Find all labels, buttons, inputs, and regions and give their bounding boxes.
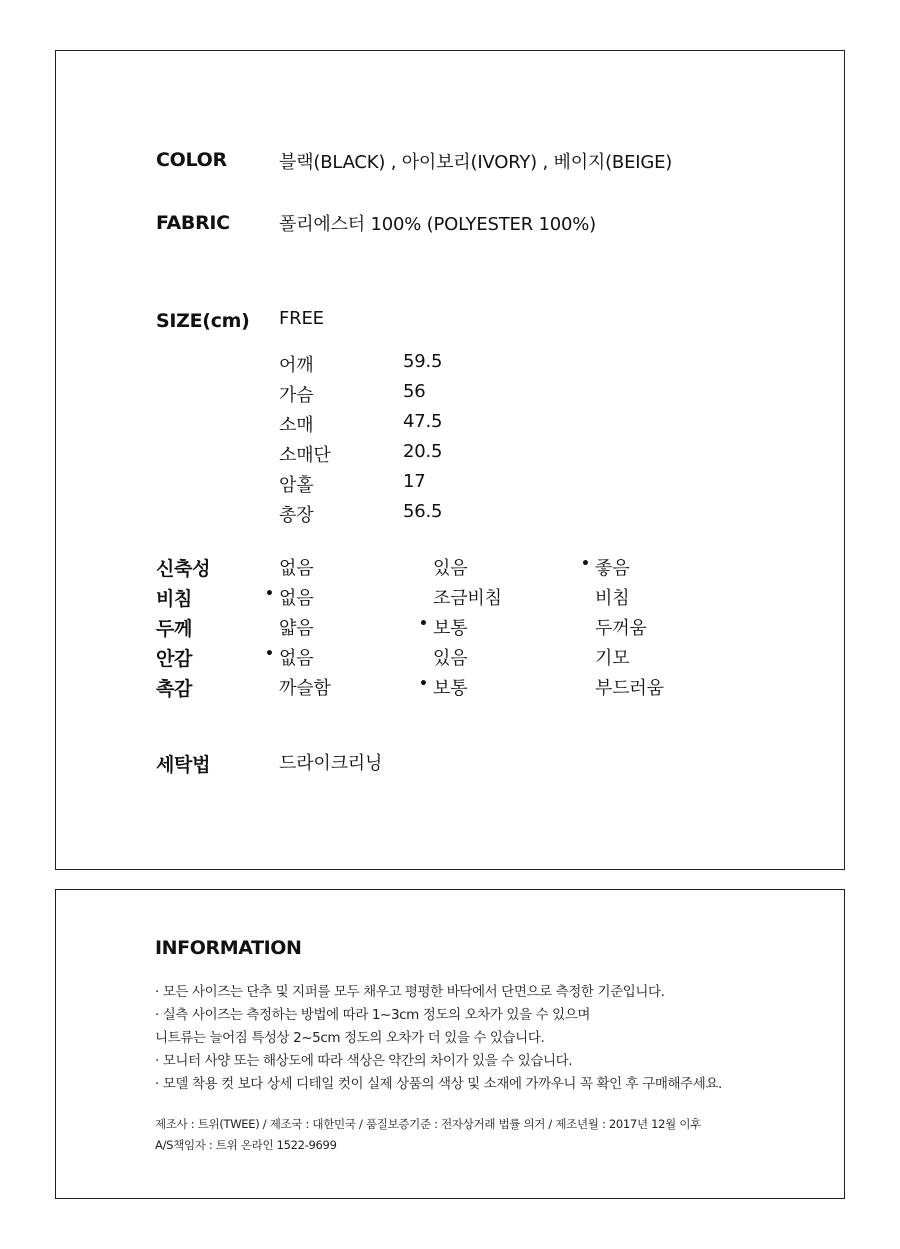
size-row-name: 소매단: [279, 445, 331, 466]
selected-bullet-icon: •: [265, 586, 274, 602]
size-row-name: 총장: [279, 505, 314, 526]
fabric-label: FABRIC: [156, 212, 230, 234]
selected-bullet-icon: •: [419, 616, 428, 632]
selected-bullet-icon: •: [419, 676, 428, 692]
color-value: 블랙(BLACK) , 아이보리(IVORY) , 베이지(BEIGE): [279, 152, 673, 173]
info-line: 니트류는 늘어짐 특성상 2~5cm 정도의 오차가 더 있을 수 있습니다.: [155, 1030, 545, 1046]
attribute-option: 얇음: [279, 618, 314, 639]
attribute-option: 부드러움: [595, 678, 664, 699]
information-title: INFORMATION: [155, 937, 302, 959]
size-row-value: 56.5: [403, 501, 443, 522]
size-row-name: 암홀: [279, 475, 314, 496]
attribute-option: 비침: [595, 588, 630, 609]
attribute-option: 좋음: [595, 558, 630, 579]
info-line: · 모델 착용 컷 보다 상세 디테일 컷이 실제 상품의 색상 및 소재에 가까우니 꼭 확인 후 구매해주세요.: [155, 1076, 722, 1092]
color-label: COLOR: [156, 149, 227, 171]
info-line: · 실측 사이즈는 측정하는 방법에 따라 1~3cm 정도의 오차가 있을 수 있으며: [155, 1007, 591, 1023]
size-row-value: 17: [403, 471, 426, 492]
attribute-option: 보통: [433, 618, 468, 639]
size-name: FREE: [279, 308, 324, 329]
attribute-label: 비침: [156, 588, 193, 610]
size-label: SIZE(cm): [156, 310, 250, 332]
attribute-option: 두꺼움: [595, 618, 647, 639]
attribute-label: 신축성: [156, 558, 211, 580]
attribute-option: 있음: [433, 558, 468, 579]
as-contact-info: A/S책임자 : 트위 온라인 1522-9699: [155, 1138, 337, 1152]
selected-bullet-icon: •: [265, 646, 274, 662]
information-panel: [55, 889, 845, 1199]
wash-value: 드라이크리닝: [279, 753, 383, 774]
info-line: · 모든 사이즈는 단추 및 지퍼를 모두 채우고 평평한 바닥에서 단면으로 측정한 기준입니다.: [155, 984, 665, 1000]
size-row-name: 어깨: [279, 355, 314, 376]
attribute-option: 없음: [279, 588, 314, 609]
size-row-name: 가슴: [279, 385, 314, 406]
wash-label: 세탁법: [156, 754, 211, 776]
fabric-value: 폴리에스터 100% (POLYESTER 100%): [279, 214, 596, 235]
size-row-value: 59.5: [403, 351, 443, 372]
attribute-option: 있음: [433, 648, 468, 669]
size-row-value: 56: [403, 381, 426, 402]
attribute-option: 조금비침: [433, 588, 502, 609]
attribute-option: 보통: [433, 678, 468, 699]
manufacturer-info: 제조사 : 트위(TWEE) / 제조국 : 대한민국 / 품질보증기준 : 전자상거래 법률 의거 / 제조년월 : 2017년 12월 이후: [155, 1117, 701, 1131]
selected-bullet-icon: •: [581, 556, 590, 572]
size-row-value: 47.5: [403, 411, 443, 432]
attribute-option: 없음: [279, 558, 314, 579]
attribute-option: 까슬함: [279, 678, 331, 699]
attribute-label: 안감: [156, 648, 193, 670]
attribute-label: 두께: [156, 618, 193, 640]
attribute-label: 촉감: [156, 678, 193, 700]
attribute-option: 기모: [595, 648, 630, 669]
size-row-value: 20.5: [403, 441, 443, 462]
product-spec-panel: [55, 50, 845, 870]
info-line: · 모니터 사양 또는 해상도에 따라 색상은 약간의 차이가 있을 수 있습니다.: [155, 1053, 573, 1069]
attribute-option: 없음: [279, 648, 314, 669]
size-row-name: 소매: [279, 415, 314, 436]
